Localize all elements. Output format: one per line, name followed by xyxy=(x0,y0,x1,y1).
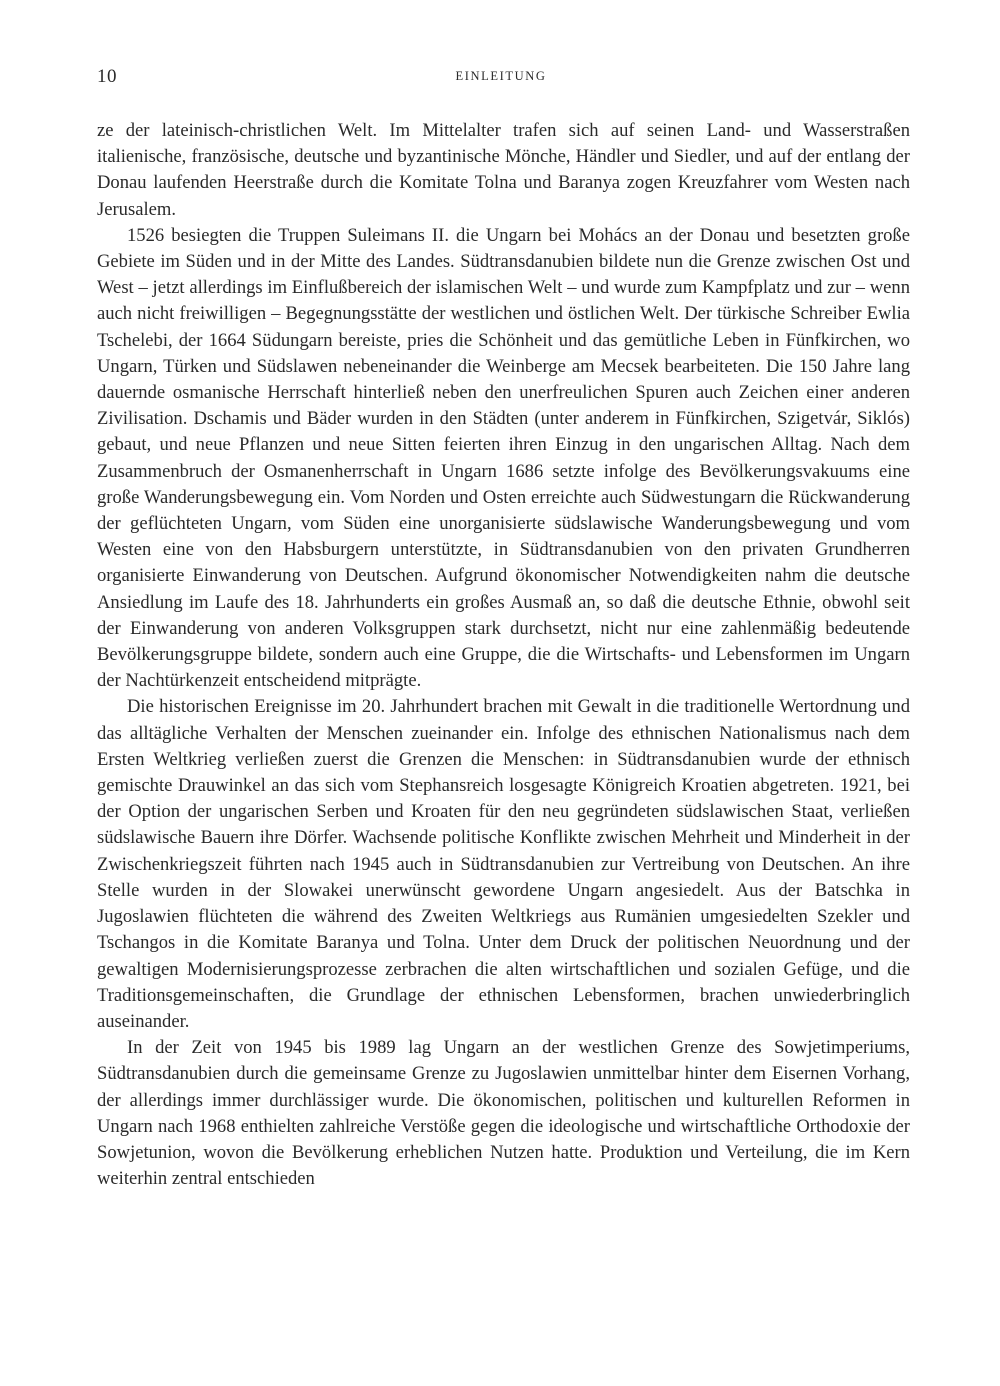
paragraph-continued: ze der lateinisch-christlichen Welt. Im Mittelalter trafen sich auf seinen Land- und Wasserstraßen italienische, französische, deutsche und byzantinische Mönche, Händler und Siedler, und auf der entlang der Donau laufenden Heerstraße durch die Komitate Tolna und Baranya zogen Kreuzfahrer vom Westen nach Jerusalem. xyxy=(97,120,910,220)
running-head: EINLEITUNG xyxy=(455,69,547,83)
body-text xyxy=(97,118,910,1192)
paragraph-1945-1989: In der Zeit von 1945 bis 1989 lag Ungarn an der westlichen Grenze des Sowjetimperiums, Südtransdanubien durch die gemeinsame Grenze zu Jugoslawien unmittelbar hinter dem Eisernen Vorhang, der allerdings immer durchlässiger wurde. Die ökonomischen, politischen und kulturellen Reformen in Ungarn nach 1968 enthielten zahlreiche Verstöße gegen die ideologische und wirtschaftliche Orthodoxie der Sowjetunion, wovon die Bevölkerung erheblichen Nutzen hatte. Produktion und Verteilung, die im Kern weiterhin zentral entschieden xyxy=(97,1037,910,1190)
page-header xyxy=(97,66,905,90)
paragraph-20th-century: Die historischen Ereignisse im 20. Jahrhundert brachen mit Gewalt in die traditionelle Wertordnung und das alltägliche Verhalten der Menschen zueinander ein. Infolge des ethnischen Nationalismus nach dem Ersten Weltkrieg verließen zuerst die Grenzen die Menschen: in Südtransdanubien wurde der ethnisch gemischte Drauwinkel an das sich vom Stephansreich losgesagte Königreich Kroatien abgetreten. 1921, bei der Option der ungarischen Serben und Kroaten für den neu gegründeten südslawischen Staat, verließen südslawische Bauern ihre Dörfer. Wachsende politische Konflikte zwischen Mehrheit und Minderheit in der Zwischenkriegszeit führten nach 1945 auch in Südtransdanubien zur Vertreibung von Deutschen. An ihre Stelle wurden in der Slowakei unerwünscht gewordene Ungarn angesiedelt. Aus der Batschka in Jugoslawien flüchteten die während des Zweiten Weltkriegs aus Rumänien umgesiedelten Szekler und Tschangos in die Komitate Baranya und Tolna. Unter dem Druck der politischen Neuordnung und der gewaltigen Modernisierungsprozesse zerbrachen die alten wirtschaftlichen und sozialen Gefüge, und die Traditionsgemeinschaften, die Grundlage der ethnischen Lebensformen, brachen unwiederbringlich auseinander. xyxy=(97,696,910,1032)
paragraph-mohacs: 1526 besiegten die Truppen Suleimans II. die Ungarn bei Mohács an der Donau und besetzten große Gebiete im Süden und in der Mitte des Landes. Südtransdanubien bildete nun die Grenze zwischen Ost und West – jetzt allerdings im Einflußbereich der islamischen Welt – und wurde zum Kampfplatz und zur – wenn auch nicht freiwilligen – Begegnungsstätte der westlichen und östlichen Welt. Der türkische Schreiber Ewlia Tschelebi, der 1664 Südungarn bereiste, pries die Schönheit und das gemütliche Leben in Fünfkirchen, wo Ungarn, Türken und Südslawen nebeneinander die Weinberge am Mecsek bearbeiteten. Die 150 Jahre lang dauernde osmanische Herrschaft hinterließ neben den unerfreulichen Spuren auch Zeichen einer anderen Zivilisation. Dschamis und Bäder wurden in den Städten (unter anderem in Fünfkirchen, Szigetvár, Siklós) gebaut, und neue Pflanzen und neue Sitten feierten ihren Einzug in den ungarischen Alltag. Nach dem Zusammenbruch der Osmanenherrschaft in Ungarn 1686 setzte infolge des Bevölkerungsvakuums eine große Wanderungsbewegung ein. Vom Norden und Osten erreichte auch Südwestungarn die Rückwanderung der geflüchteten Ungarn, vom Süden eine unorganisierte südslawische Wanderungsbewegung und vom Westen eine von den Habsburgern unterstützte, in Südtransdanubien von den privaten Grundherren organisierte Einwanderung von Deutschen. Aufgrund ökonomischer Notwendigkeiten nahm die deutsche Ansiedlung im Laufe des 18. Jahrhunderts ein großes Ausmaß an, so daß die deutsche Ethnie, obwohl seit der Einwanderung von anderen Volksgruppen stark durchsetzt, nicht nur eine zahlenmäßig bedeutende Bevölkerungsgruppe bildete, sondern auch eine Gruppe, die die Wirtschafts- und Lebensformen im Ungarn der Nachtürkenzeit entscheidend mitprägte. xyxy=(97,224,910,692)
page-number: 10 xyxy=(97,66,117,87)
